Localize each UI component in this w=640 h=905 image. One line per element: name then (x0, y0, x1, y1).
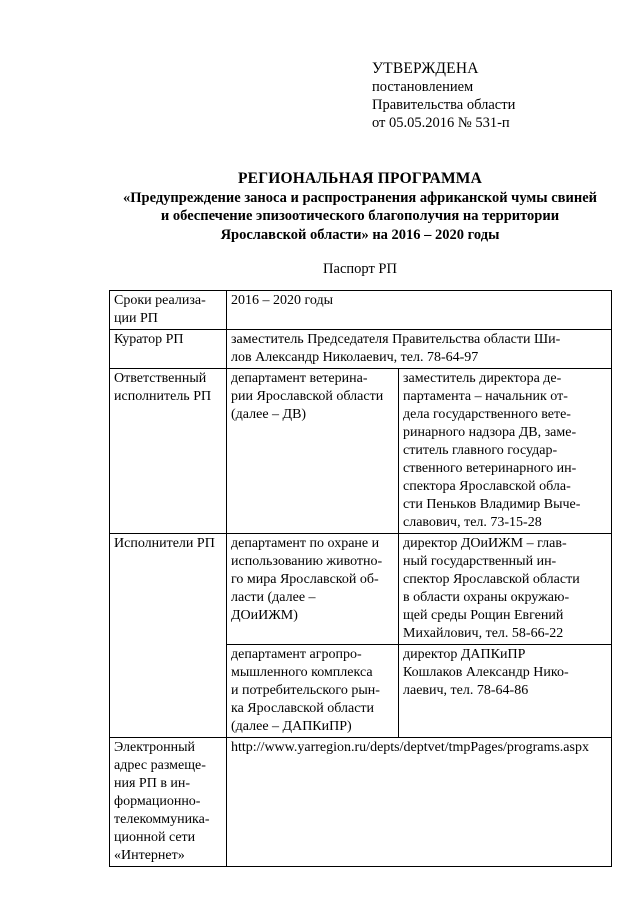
program-heading: РЕГИОНАЛЬНАЯ ПРОГРАММА (237, 170, 483, 187)
row-label-website: Электронный адрес размеще- ния РП в ин- формационно- телекоммуника- ционной сети «Интернет» (110, 738, 227, 867)
passport-table (109, 290, 612, 867)
table-row-terms (110, 291, 612, 330)
approval-date: от 05.05.2016 № 531-п (372, 115, 510, 131)
approval-line: постановлением (372, 79, 474, 95)
approval-line: Правительства области (372, 97, 516, 113)
table-row-executors (110, 534, 612, 645)
program-title-line: и обеспечение эпизоотического благополучия на территории (160, 208, 560, 224)
executor-person: директор ДАПКиПР Кошлаков Александр Нико- лаевич, тел. 78-64-86 (399, 645, 612, 738)
row-value-website (227, 738, 612, 867)
row-label-terms: Сроки реализа- ции РП (110, 291, 227, 330)
program-title-line: «Предупреждение заноса и распространения африканской чумы свиней (122, 189, 597, 206)
responsible-person: заместитель директора де- партамента – начальник от- дела государственного вете- ринарного надзора ДВ, заме- ститель главного государ- ственного ветеринарного ин- спектора Ярославской обла- сти Пеньков Владимир Выче- славович, тел. 73-15-28 (399, 369, 612, 534)
executor-department: департамент по охране и использованию животно- го мира Ярославской об- ласти (далее – ДОиИЖМ) (227, 534, 399, 645)
approval-stamp (372, 60, 612, 132)
executor-department: департамент агропро- мышленного комплекса и потребительского рын- ка Ярославской области (далее – ДАПКиПР) (227, 645, 399, 738)
program-url-link[interactable]: http://www.yarregion.ru/depts/deptvet/tmpPages/programs.aspx (231, 740, 589, 755)
approval-title: УТВЕРЖДЕНА (372, 60, 479, 77)
executor-person: директор ДОиИЖМ – глав- ный государственный ин- спектор Ярославской области в области охраны окружаю- щей среды Рощин Евгений Михайлович, тел. 58-66-22 (399, 534, 612, 645)
row-label-responsible: Ответственный исполнитель РП (110, 369, 227, 534)
passport-caption: Паспорт РП (323, 261, 397, 277)
row-value-terms: 2016 – 2020 годы (227, 291, 612, 330)
table-row-responsible (110, 369, 612, 534)
program-title-line: Ярославской области» на 2016 – 2020 годы (220, 226, 500, 243)
program-title (100, 170, 620, 244)
table-row-website (110, 738, 612, 867)
responsible-department: департамент ветерина- рии Ярославской области (далее – ДВ) (227, 369, 399, 534)
row-label-curator: Куратор РП (110, 330, 227, 369)
row-value-curator: заместитель Председателя Правительства области Ши- лов Александр Николаевич, тел. 78-64-97 (227, 330, 612, 369)
row-label-executors: Исполнители РП (110, 534, 227, 738)
table-row-curator (110, 330, 612, 369)
